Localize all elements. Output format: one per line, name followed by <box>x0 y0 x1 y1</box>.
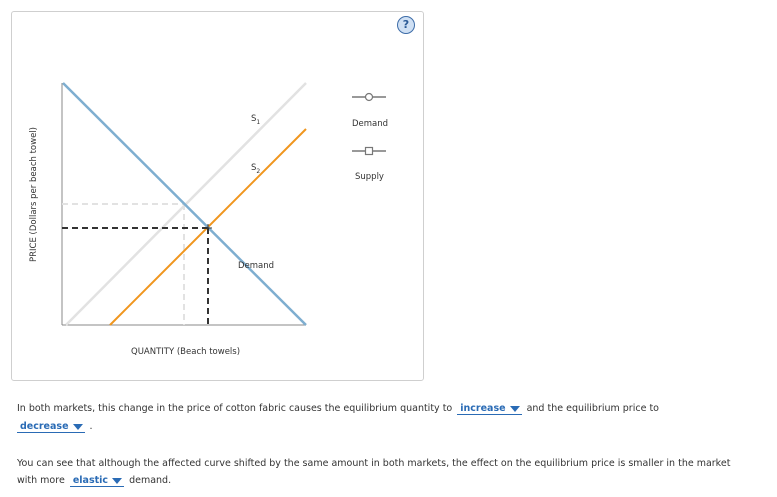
question2-text-part2: demand. <box>129 475 172 486</box>
supply-tool-icon[interactable] <box>352 148 386 155</box>
question2-text-part1: with more <box>17 475 65 486</box>
x-axis-label: QUANTITY (Beach towels) <box>131 347 241 357</box>
question2-line2 <box>17 475 171 487</box>
chevron-down-icon <box>510 406 520 412</box>
question1-text-part1: In both markets, this change in the price of cotton fabric causes the equilibrium quantity to <box>17 403 453 414</box>
question1-line1 <box>17 403 659 415</box>
demand-tool-label[interactable]: Demand <box>352 119 389 129</box>
demand-curve-label: Demand <box>238 261 275 271</box>
price-change-dropdown[interactable]: decrease <box>17 421 85 433</box>
quantity-change-dropdown[interactable]: increase <box>457 403 521 415</box>
elasticity-dropdown[interactable]: elastic <box>70 475 124 487</box>
chevron-down-icon <box>112 478 122 484</box>
y-axis-label: PRICE (Dollars per beach towel) <box>29 127 39 262</box>
chevron-down-icon <box>73 424 83 430</box>
question1-text-part2: and the equilibrium price to <box>526 403 659 414</box>
question1-text-part3: . <box>89 421 93 432</box>
help-button[interactable]: ? <box>397 16 415 34</box>
s2-label: $S_2$ <box>251 163 261 175</box>
question2-line1: You can see that although the affected curve shifted by the same amount in both markets, the effect on the equilibrium price is smaller in the market <box>17 458 731 469</box>
demand-tool-icon[interactable] <box>352 94 386 101</box>
supply-tool-label[interactable]: Supply <box>355 172 384 182</box>
question1-line2 <box>17 421 93 433</box>
s1-label: $S_1$ <box>251 114 261 126</box>
